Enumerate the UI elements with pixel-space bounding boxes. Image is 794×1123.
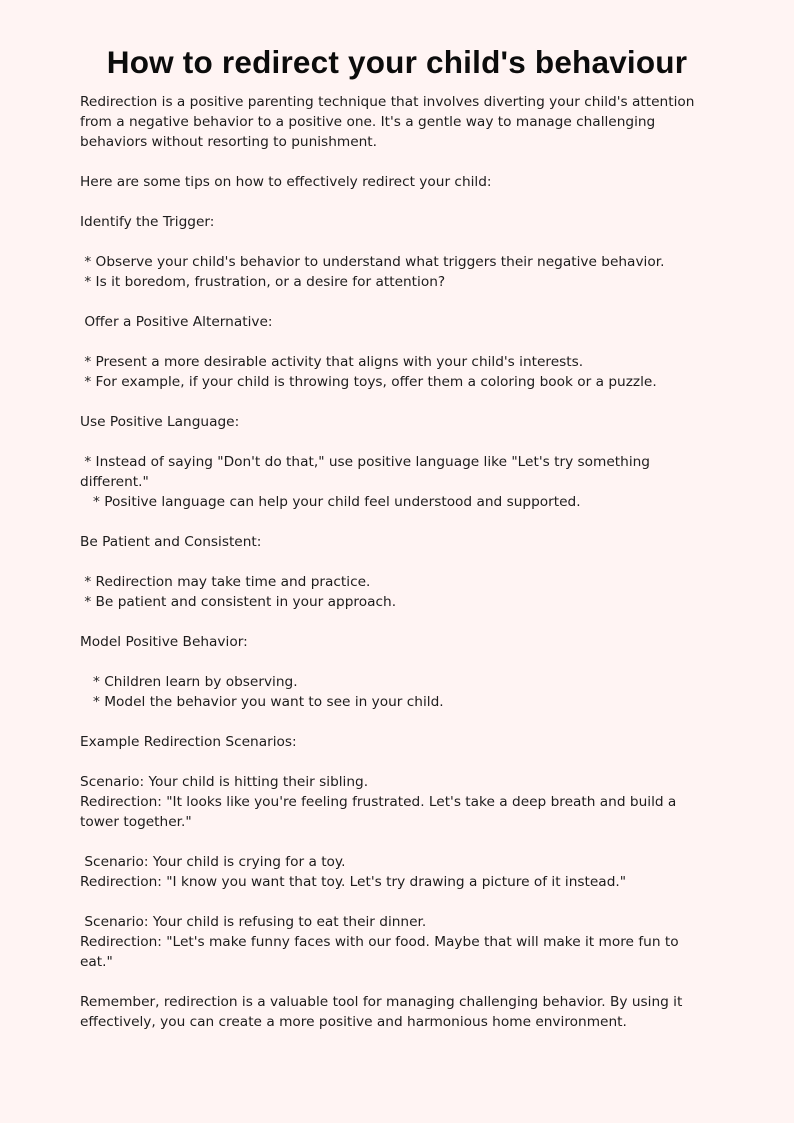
body-line: Redirection is a positive parenting technique that involves diverting your child's attention (80, 94, 695, 110)
blank-line (80, 292, 720, 312)
document-title: How to redirect your child's behaviour (106, 44, 688, 80)
blank-line (80, 192, 720, 212)
body-line: Identify the Trigger: (80, 214, 215, 230)
blank-line (80, 512, 720, 532)
body-line: Be Patient and Consistent: (80, 534, 262, 550)
body-line: Model Positive Behavior: (80, 634, 248, 650)
document-body (80, 92, 720, 1032)
body-line: Example Redirection Scenarios: (80, 734, 297, 750)
body-line: from a negative behavior to a positive one. It's a gentle way to manage challenging (80, 114, 656, 130)
blank-line (80, 832, 720, 852)
body-line: Remember, redirection is a valuable tool for managing challenging behavior. By using it (80, 994, 683, 1010)
body-line: * Positive language can help your child feel understood and supported. (80, 494, 581, 510)
body-line: eat." (80, 954, 113, 970)
blank-line (80, 392, 720, 412)
body-line: different." (80, 474, 149, 490)
blank-line (80, 652, 720, 672)
blank-line (80, 552, 720, 572)
body-line: Offer a Positive Alternative: (80, 314, 273, 330)
body-line: tower together." (80, 814, 192, 830)
body-line: * Observe your child's behavior to understand what triggers their negative behavior. (80, 254, 665, 270)
blank-line (80, 752, 720, 772)
body-line: behaviors without resorting to punishment. (80, 134, 378, 150)
body-line: Use Positive Language: (80, 414, 240, 430)
blank-line (80, 892, 720, 912)
blank-line (80, 612, 720, 632)
body-line: Redirection: "I know you want that toy. Let's try drawing a picture of it instead." (80, 874, 627, 890)
body-line: * Be patient and consistent in your approach. (80, 594, 397, 610)
blank-line (80, 332, 720, 352)
body-line: Scenario: Your child is refusing to eat their dinner. (80, 914, 427, 930)
body-line: effectively, you can create a more positive and harmonious home environment. (80, 1014, 627, 1030)
blank-line (80, 232, 720, 252)
blank-line (80, 972, 720, 992)
body-line: * Redirection may take time and practice. (80, 574, 371, 590)
body-line: * For example, if your child is throwing toys, offer them a coloring book or a puzzle. (80, 374, 657, 390)
body-line: Scenario: Your child is hitting their sibling. (80, 774, 369, 790)
blank-line (80, 152, 720, 172)
body-line: * Is it boredom, frustration, or a desire for attention? (80, 274, 446, 290)
body-line: Here are some tips on how to effectively redirect your child: (80, 174, 492, 190)
body-line: * Children learn by observing. (80, 674, 298, 690)
body-line: * Model the behavior you want to see in your child. (80, 694, 444, 710)
body-line: Scenario: Your child is crying for a toy. (80, 854, 346, 870)
blank-line (80, 712, 720, 732)
body-line: Redirection: "It looks like you're feeling frustrated. Let's take a deep breath and build a (80, 794, 677, 810)
blank-line (80, 432, 720, 452)
body-line: * Instead of saying "Don't do that," use positive language like "Let's try something (80, 454, 650, 470)
body-line: * Present a more desirable activity that aligns with your child's interests. (80, 354, 584, 370)
body-line: Redirection: "Let's make funny faces with our food. Maybe that will make it more fun to (80, 934, 679, 950)
